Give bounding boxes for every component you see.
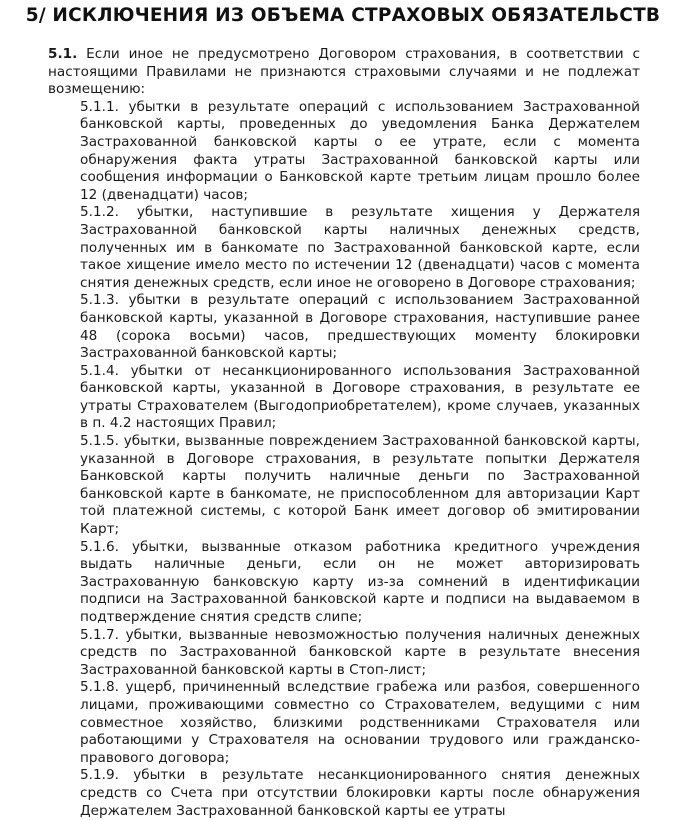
- subclause-text: ущерб, причиненный вследствие грабежа или разбоя, совершенного лицами, проживающими совместно со Страхователем, ведущими с ним совместное хозяйство, близкими родственниками Страхователя или работающими у Страхователя на основании трудового или гражданско-правового договора;: [80, 679, 641, 766]
- subclause-number: 5.1.8.: [80, 679, 119, 696]
- subclause-5-1-6: [80, 539, 640, 627]
- subclause-text: убытки, наступившие в результате хищения у Держателя Застрахованной банковской карты наличных денежных средств, полученных им в банкомате по Застрахованной банковской карте, если такое хищение имело место по истечении 12 (двенадцати) часов с момента снятия денежных средств, если иное не оговорено в Договоре страхования;: [80, 204, 640, 291]
- subclause-number: 5.1.4.: [80, 362, 119, 379]
- subclause-number: 5.1.7.: [80, 626, 119, 643]
- subclause-text: убытки в результате несанкционированного снятия денежных средств со Счета при отсутствии блокировки карты после обнаружения Держателем Застрахованной банковской карты ее утраты: [80, 767, 640, 819]
- subclause-5-1-1: [80, 99, 640, 205]
- document-body: [48, 46, 640, 820]
- subclause-text: убытки, вызванные невозможностью получения наличных денежных средств по Застрахованной банковской карте в результате внесения Застрахованной банковской карты в Стоп-лист;: [80, 626, 640, 678]
- subclause-text: убытки в результате операций с использованием Застрахованной банковской карты, указанной в Договоре страхования, наступившие ранее 48 (сорока восьми) часов, предшествующих моменту блокировки Застрахованной банковской карты;: [80, 292, 640, 362]
- clause-5-1: [48, 46, 640, 99]
- subclause-number: 5.1.3.: [80, 292, 119, 309]
- subclause-5-1-9: [80, 767, 640, 820]
- section-title: 5/ ИСКЛЮЧЕНИЯ ИЗ ОБЪЕМА СТРАХОВЫХ ОБЯЗАТЕЛЬСТВ: [25, 5, 661, 26]
- subclause-number: 5.1.1.: [80, 98, 119, 115]
- subclause-text: убытки, вызванные отказом работника кредитного учреждения выдать наличные деньги, если он не может авторизировать Застрахованную банковскую карту из-за сомнений в идентификации подписи на Застрахованной банковской карте и подписи на выдаваемом в подтверждение снятия средств слипе;: [80, 538, 640, 625]
- subclause-text: убытки, вызванные повреждением Застрахованной банковской карты, указанной в Договоре страхования, в результате попытки Держателя Банковской карты получить наличные деньги по Застрахованной банковской карте в банкомате, не приспособленном для авторизации Карт той платежной системы, с которой Банк имеет договор об эмитировании Карт;: [80, 433, 640, 538]
- subclause-5-1-3: [80, 292, 640, 362]
- subclause-number: 5.1.6.: [80, 538, 119, 555]
- subclause-5-1-5: [80, 433, 640, 539]
- subclause-5-1-2: [80, 204, 640, 292]
- subclause-number: 5.1.9.: [80, 767, 119, 784]
- subclause-5-1-7: [80, 627, 640, 680]
- subclause-number: 5.1.5.: [80, 433, 119, 450]
- subclause-5-1-4: [80, 363, 640, 433]
- subclause-text: убытки в результате операций с использованием Застрахованной банковской карты, проведенных до уведомления Банка Держателем Застрахованной банковской карты о ее утрате, если с момента обнаружения факта утраты Застрахованной банковской карты или сообщения информации о Банковской карте третьим лицам прошло более 12 (двенадцати) часов;: [80, 98, 640, 203]
- subclause-number: 5.1.2.: [80, 204, 119, 221]
- clause-number: 5.1.: [48, 46, 78, 62]
- clause-text: Если иное не предусмотрено Договором страхования, в соответствии с настоящими Правилами не признаются страховыми случаями и не подлежат возмещению:: [48, 46, 640, 98]
- subclause-text: убытки от несанкционированного использования Застрахованной банковской карты, указанной в Договоре страхования, в результате ее утраты Страхователем (Выгодоприобретателем), кроме случаев, указанных в п. 4.2 настоящих Правил;: [80, 362, 640, 432]
- subclause-5-1-8: [80, 679, 640, 767]
